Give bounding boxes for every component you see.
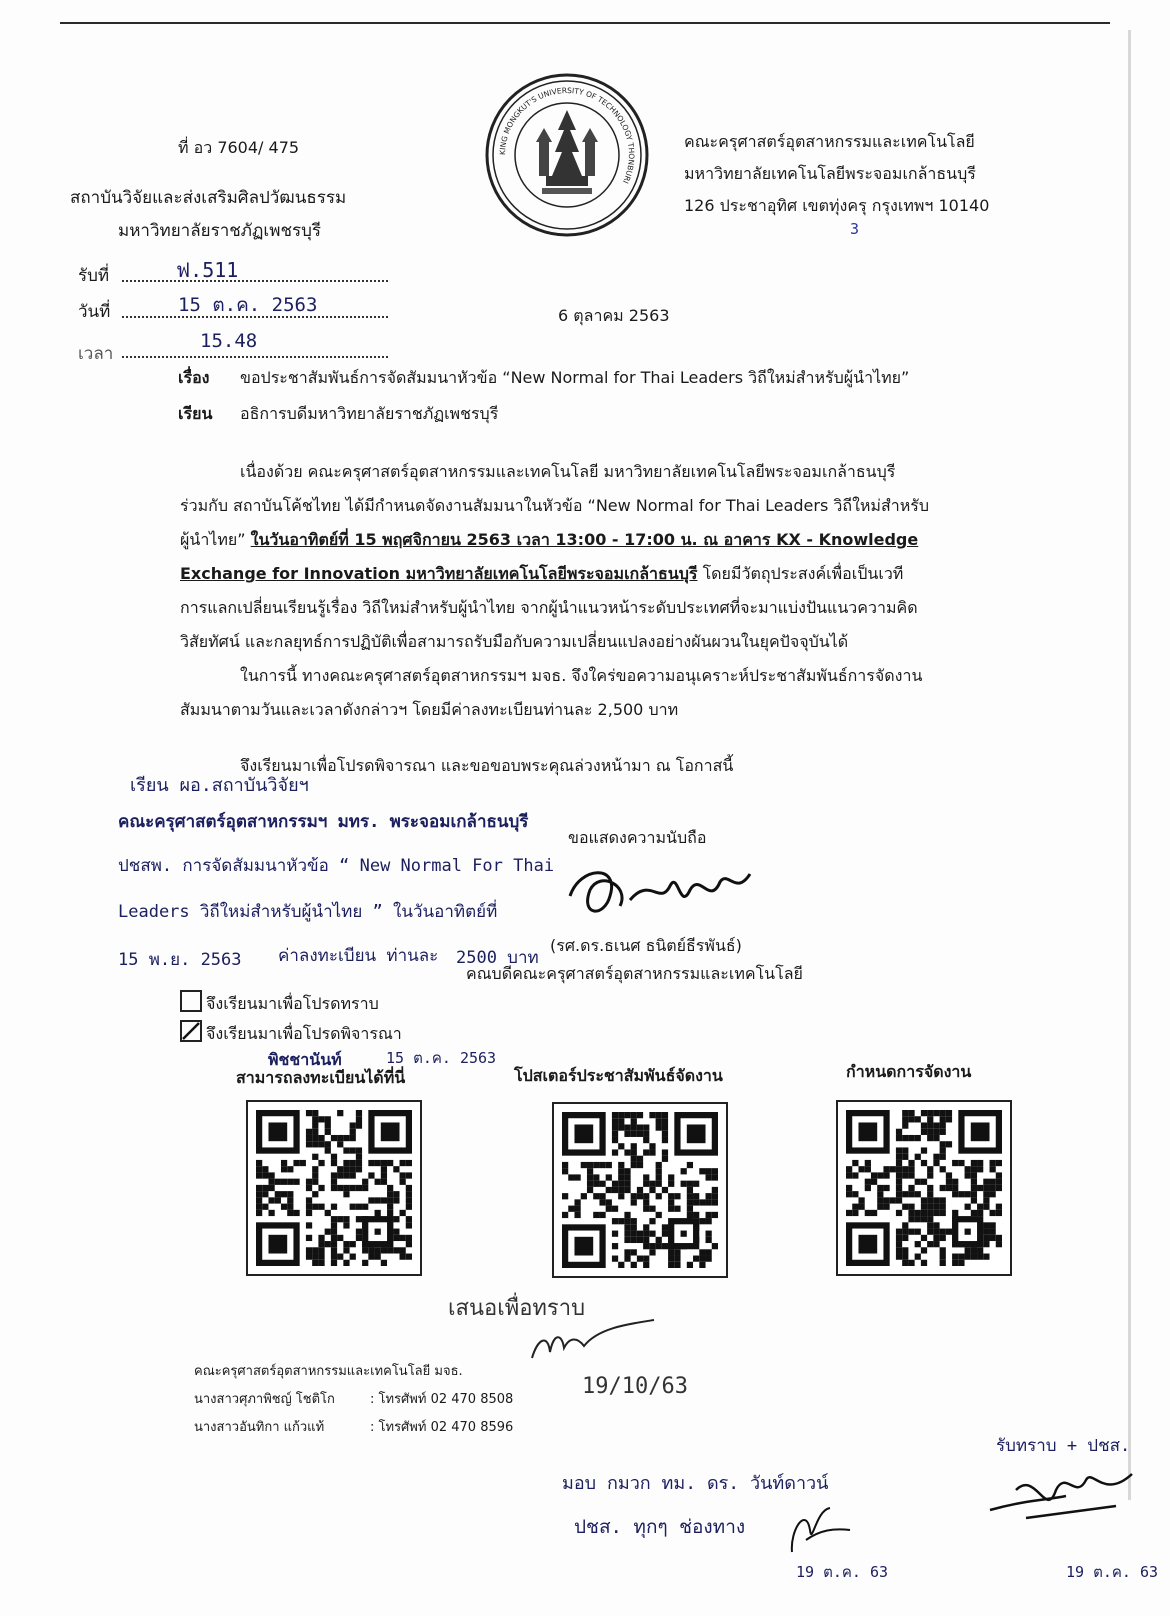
to-text: อธิการบดีมหาวิทยาลัยราชภัฏเพชรบุรี [240,404,499,423]
body-p1-line5: การแลกเปลี่ยนเรียนรู้เรื่อง วิถีใหม่สำหรับผู้นำไทย จากผู้นำแนวหน้าระดับประเทศที่จะมาแบ่งปันแนวความคิด [180,598,918,617]
body-p2-line2: สัมมนาตามวันและเวลาดังกล่าวฯ โดยมีค่าลงทะเบียนท่านละ 2,500 บาท [180,700,679,719]
option-acknowledge [180,990,379,1017]
handwritten-line4: Leaders วิถีใหม่สำหรับผู้นำไทย ” ในวันอาทิตย์ที่ [118,902,498,922]
received-number-label: รับที่ [78,266,110,286]
handwritten-line5-date: 15 พ.ย. 2563 [118,950,242,970]
qr-poster-label: โปสเตอร์ประชาสัมพันธ์จัดงาน [514,1066,723,1085]
contact-phone1: : โทรศัพท์ 02 470 8508 [370,1392,514,1407]
checkbox-acknowledge [180,990,202,1012]
received-time-value: 15.48 [200,330,258,352]
subject-label: เรื่อง [178,368,210,387]
contact-org: คณะครุศาสตร์อุตสาหกรรมและเทคโนโลยี มจธ. [194,1364,463,1379]
handwritten-date: 19/10/63 [582,1374,688,1399]
qr-code-register[interactable] [246,1100,422,1276]
handwritten-right-date: 19 ต.ค. 63 [1066,1563,1159,1581]
handwritten-line1: เรียน ผอ.สถาบันวิจัยฯ [130,775,309,796]
handwritten-right-note: รับทราบ + ปชส. [996,1436,1131,1456]
approver-stamp-name: พิชชานันท์ [268,1050,342,1069]
dotted-line [122,356,388,358]
handwritten-line5-amount: 2500 บาท [456,948,539,968]
handwritten-assign-line2: ปชส. ทุกๆ ช่องทาง [574,1516,746,1538]
sender-faculty: คณะครุศาสตร์อุตสาหกรรมและเทคโนโลยี [684,132,975,151]
body-p1-line2: ร่วมกับ สถาบันโค้ชไทย ได้มีกำหนดจัดงานสัมมนาในหัวข้อ “New Normal for Thai Leaders วิถีใหม่สำหรับ [180,496,930,515]
qr-register-label: สามารถลงทะเบียนได้ที่นี่ [236,1068,406,1087]
reference-number: ที่ อว 7604/ 475 [178,138,300,157]
body-p1-line3 [180,528,918,553]
qr-code-schedule[interactable] [836,1100,1012,1276]
qr-code-poster[interactable] [552,1102,728,1278]
received-date-label: วันที่ [78,302,111,322]
handwritten-line2: คณะครุศาสตร์อุตสาหกรรมฯ มทร. พระจอมเกล้าธนบุรี [118,812,529,832]
option-consider [180,1020,402,1047]
received-number-value: ฟ.511 [176,258,239,282]
scan-edge-line [60,22,1110,24]
signer-name: (รศ.ดร.ธเนศ ธนิตย์ธีรพันธ์) [550,936,742,955]
option-acknowledge-label: จึงเรียนมาเพื่อโปรดทราบ [206,994,379,1013]
handwritten-line5-fee: ค่าลงทะเบียน ท่านละ [278,946,439,966]
body-p1-line4 [180,562,903,587]
handwritten-assign-date: 19 ต.ค. 63 [796,1563,889,1581]
body-p1-line1: เนื่องด้วย คณะครุศาสตร์อุตสาหกรรมและเทคโนโลยี มหาวิทยาลัยเทคโนโลยีพระจอมเกล้าธนบุรี [240,462,896,481]
handwritten-line3: ปชสพ. การจัดสัมมนาหัวข้อ “ New Normal For Thai [118,856,555,876]
dotted-line [122,280,388,282]
dean-signature [560,856,760,926]
letter-date: 6 ตุลาคม 2563 [558,306,670,325]
body-text: โดยมีวัตถุประสงค์เพื่อเป็นเวที [697,564,904,583]
body-p3: จึงเรียนมาเพื่อโปรดพิจารณา และขอขอบพระคุณล่วงหน้ามา ณ โอกาสนี้ [240,756,734,775]
recipient-org: สถาบันวิจัยและส่งเสริมศิลปวัฒนธรรม [70,188,347,208]
seal-ring-text: KING MONGKUT'S UNIVERSITY OF TECHNOLOGY THONBURI [497,85,637,185]
qr-code-icon [562,1112,718,1268]
sender-university: มหาวิทยาลัยเทคโนโลยีพระจอมเกล้าธนบุรี [684,164,976,183]
scan-edge-shadow [1128,30,1131,1500]
qr-code-icon [846,1110,1002,1266]
address-note: 3 [850,220,860,238]
contact-phone2: : โทรศัพท์ 02 470 8596 [370,1420,514,1435]
contact-person2: นางสาวอันทิกา แก้วแท้ [194,1420,325,1435]
to-label: เรียน [178,404,213,423]
handwritten-propose: เสนอเพื่อทราบ [448,1296,586,1321]
signer-title: คณบดีคณะครุศาสตร์อุตสาหกรรมและเทคโนโลยี [466,964,803,983]
approver-stamp-date: 15 ต.ค. 2563 [386,1049,497,1067]
body-text: ผู้นำไทย” [180,530,251,549]
recipient-university: มหาวิทยาลัยราชภัฏเพชรบุรี [118,221,322,241]
subject-text: ขอประชาสัมพันธ์การจัดสัมมนาหัวข้อ “New Normal for Thai Leaders วิถีใหม่สำหรับผู้นำไทย” [240,368,910,387]
director-signature [528,1318,658,1368]
handwritten-assign-line1: มอบ กมวก ทม. ดร. วันท์ดาวน์ [562,1473,829,1494]
received-time-label: เวลา [78,344,114,364]
sender-address: 126 ประชาอุทิศ เขตทุ่งครุ กรุงเทพฯ 10140 [684,196,990,215]
assigner-signature [786,1500,856,1560]
checkbox-consider-checked [180,1020,202,1042]
option-consider-label: จึงเรียนมาเพื่อโปรดพิจารณา [206,1024,402,1043]
qr-schedule-label: กำหนดการจัดงาน [846,1062,972,1081]
qr-code-icon [256,1110,412,1266]
event-datetime-highlight: ในวันอาทิตย์ที่ 15 พฤศจิกายน 2563 เวลา 13:00 - 17:00 น. ณ อาคาร KX - Knowledge [250,530,919,549]
university-seal [484,72,650,238]
event-venue-highlight: Exchange for Innovation มหาวิทยาลัยเทคโนโลยีพระจอมเกล้าธนบุรี [180,564,698,583]
executive-signature [986,1460,1136,1530]
body-p1-line6: วิสัยทัศน์ และกลยุทธ์การปฏิบัติเพื่อสามารถรับมือกับความเปลี่ยนแปลงอย่างผันผวนในยุคปัจจุบันได้ [180,632,849,651]
received-date-value: 15 ต.ค. 2563 [178,294,318,316]
closing-text: ขอแสดงความนับถือ [568,828,707,847]
body-p2-line1: ในการนี้ ทางคณะครุศาสตร์อุตสาหกรรมฯ มจธ. จึงใคร่ขอความอนุเคราะห์ประชาสัมพันธ์การจัดงาน [240,666,923,685]
contact-person1: นางสาวศุภาพิชญ์ โชติโก [194,1392,335,1407]
